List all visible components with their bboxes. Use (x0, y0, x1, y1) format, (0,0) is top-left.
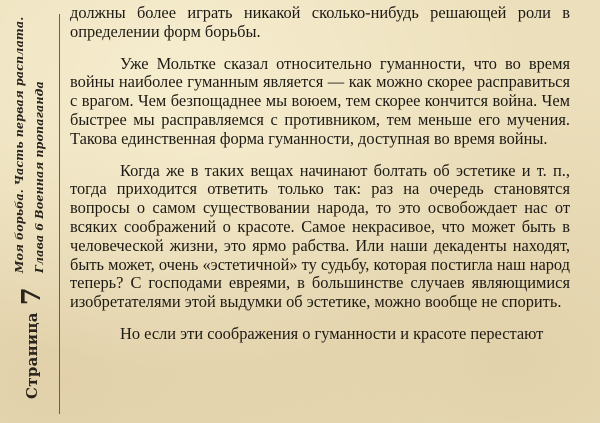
page-sidebar (0, 0, 58, 423)
page-label-text: Страница (23, 312, 41, 399)
sidebar-rotated-block (1, 3, 57, 423)
page-text-body (70, 4, 570, 344)
page-number-label (13, 286, 51, 399)
paragraph-final: Но если эти соображения о гуманности и красоте перестают (120, 323, 544, 343)
chapter-title-line: Глава 6 Военная пропаганда (32, 81, 46, 273)
page-number: 7 (17, 286, 47, 306)
paragraph-moltke: Уже Мольтке сказал относительно гуманности, что во время войны наиболее гуманным является — как можно скорее расправиться с врагом. Чем безпощаднее мы воюем, тем скорее кончится война. Чем быстрее мы расправляемся с противником, тем меньше его мучения. Такова единственная форма гуманности, доступная во время войны. (70, 53, 570, 148)
margin-divider-line (59, 14, 60, 414)
paragraph-aesthetics: Когда же в таких вещах начинают болтать об эстетике и т. п., тогда приходится ответить только так: раз на очередь становятся вопросы о самом существовании народа, то это освобождает нас от всяких соображений о красоте. Самое некрасивое, что может быть в человеческой жизни, это ярмо рабства. Или наши декаденты находят, быть может, очень «эстетичной» ту судьбу, которая постигла наш народ теперь? С господами евреями, в большинстве случаев являющимися изобретателями этой выдумки об эстетике, можно вообще не спорить. (70, 160, 570, 312)
book-title-line: Моя борьба. Часть первая расплата. (12, 16, 26, 273)
book-chapter-title (9, 5, 49, 273)
paragraph-continued: должны более играть никакой сколько-нибудь решающей роли в определении форм борьбы. (70, 3, 570, 41)
